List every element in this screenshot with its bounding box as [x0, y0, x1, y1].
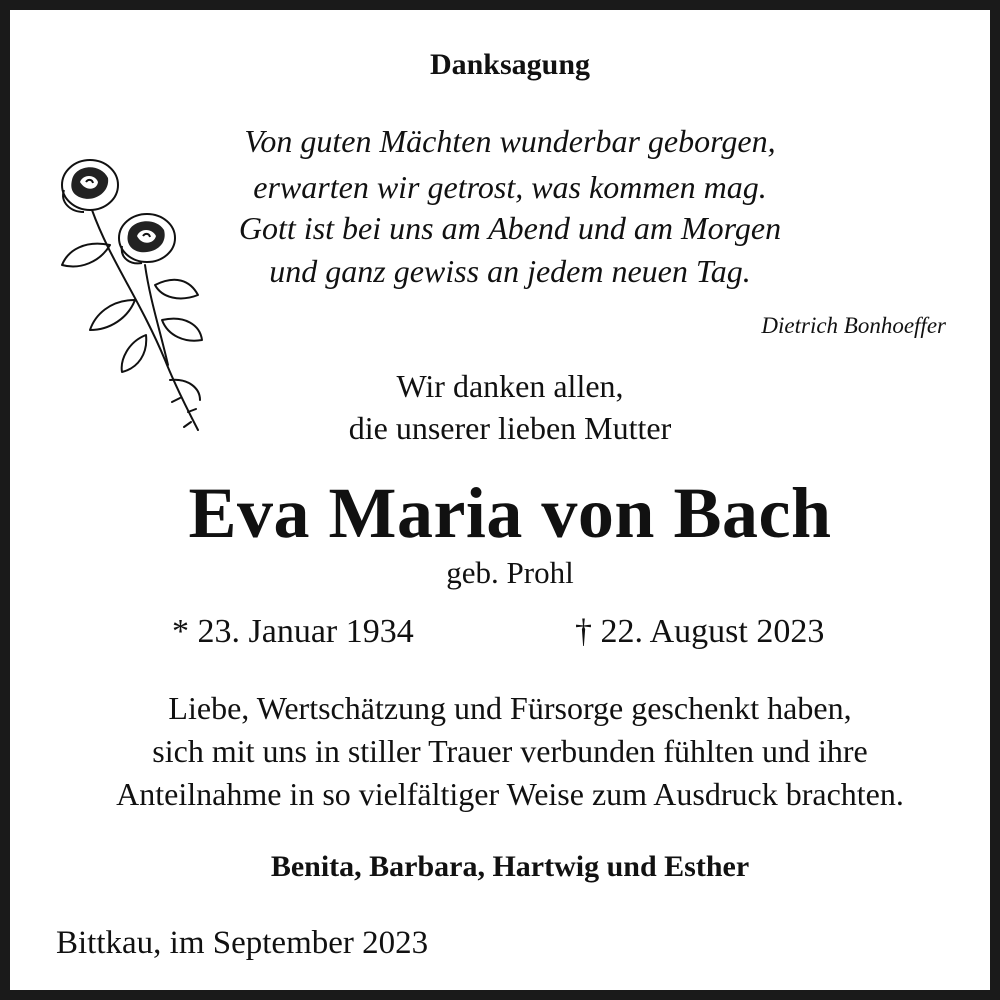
poem-line: Von guten Mächten wunderbar geborgen, — [244, 123, 776, 159]
death-date: † 22. August 2023 — [575, 613, 825, 650]
family-names: Benita, Barbara, Hartwig und Esther — [270, 850, 750, 883]
place-date: Bittkau, im September 2023 — [56, 925, 429, 961]
poem-line: Gott ist bei uns am Abend und am Morgen — [238, 210, 782, 246]
thanks-line: Wir danken allen, — [396, 368, 624, 404]
body-text-line: Anteilnahme in so vielfältiger Weise zum Ausdruck brachten. — [116, 776, 904, 812]
poem-line: und ganz gewiss an jedem neuen Tag. — [269, 253, 751, 289]
thanks-line: die unserer lieben Mutter — [348, 410, 672, 446]
maiden-name: geb. Prohl — [446, 555, 574, 590]
body-text-line: Liebe, Wertschätzung und Fürsorge geschenkt haben, — [168, 690, 852, 726]
poem-author: Dietrich Bonhoeffer — [761, 313, 946, 338]
deceased-name: Eva Maria von Bach — [188, 473, 832, 553]
body-text-line: sich mit uns in stiller Trauer verbunden fühlten und ihre — [152, 733, 868, 769]
birth-date: * 23. Januar 1934 — [172, 613, 414, 650]
heading: Danksagung — [429, 48, 591, 81]
poem-line: erwarten wir getrost, was kommen mag. — [253, 169, 767, 205]
